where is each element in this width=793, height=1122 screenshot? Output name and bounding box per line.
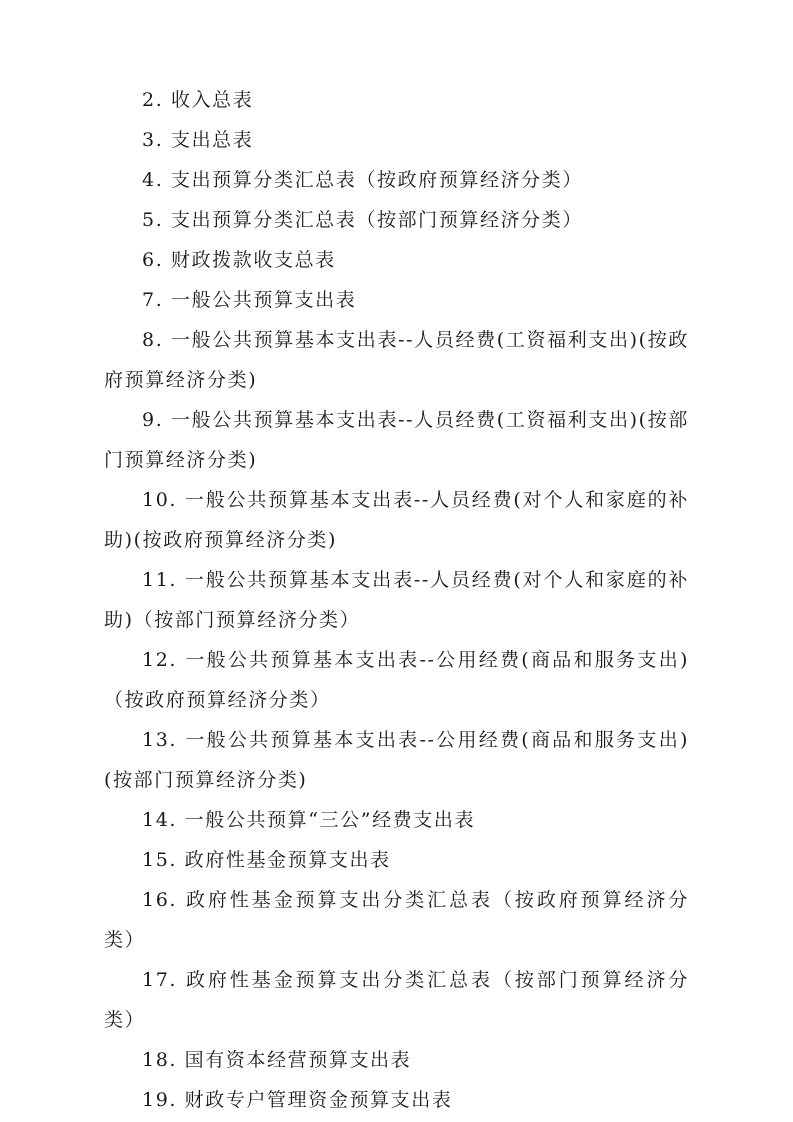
list-item: 5. 支出预算分类汇总表（按部门预算经济分类） <box>142 209 583 231</box>
list-item: 9. 一般公共预算基本支出表--人员经费(工资福利支出)(按部门预算经济分类) <box>104 409 689 471</box>
table-list <box>104 80 689 1120</box>
list-item: 7. 一般公共预算支出表 <box>142 289 357 311</box>
list-item: 13. 一般公共预算基本支出表--公用经费(商品和服务支出)(按部门预算经济分类) <box>104 729 689 791</box>
list-item: 14. 一般公共预算“三公”经费支出表 <box>142 809 476 831</box>
list-item: 15. 政府性基金预算支出表 <box>142 849 391 871</box>
list-item: 2. 收入总表 <box>142 89 254 111</box>
list-item: 19. 财政专户管理资金预算支出表 <box>142 1089 453 1111</box>
list-item: 6. 财政拨款收支总表 <box>142 249 336 271</box>
list-item: 17. 政府性基金预算支出分类汇总表（按部门预算经济分类） <box>104 969 689 1031</box>
list-item: 18. 国有资本经营预算支出表 <box>142 1049 412 1071</box>
list-item: 8. 一般公共预算基本支出表--人员经费(工资福利支出)(按政府预算经济分类) <box>104 329 689 391</box>
list-item: 11. 一般公共预算基本支出表--人员经费(对个人和家庭的补助)（按部门预算经济分类） <box>104 569 689 631</box>
list-item: 16. 政府性基金预算支出分类汇总表（按政府预算经济分类） <box>104 889 689 951</box>
list-item: 10. 一般公共预算基本支出表--人员经费(对个人和家庭的补助)(按政府预算经济分类) <box>104 489 689 551</box>
list-item: 3. 支出总表 <box>142 129 254 151</box>
list-item: 4. 支出预算分类汇总表（按政府预算经济分类） <box>142 169 583 191</box>
list-item: 12. 一般公共预算基本支出表--公用经费(商品和服务支出)（按政府预算经济分类） <box>104 649 689 711</box>
